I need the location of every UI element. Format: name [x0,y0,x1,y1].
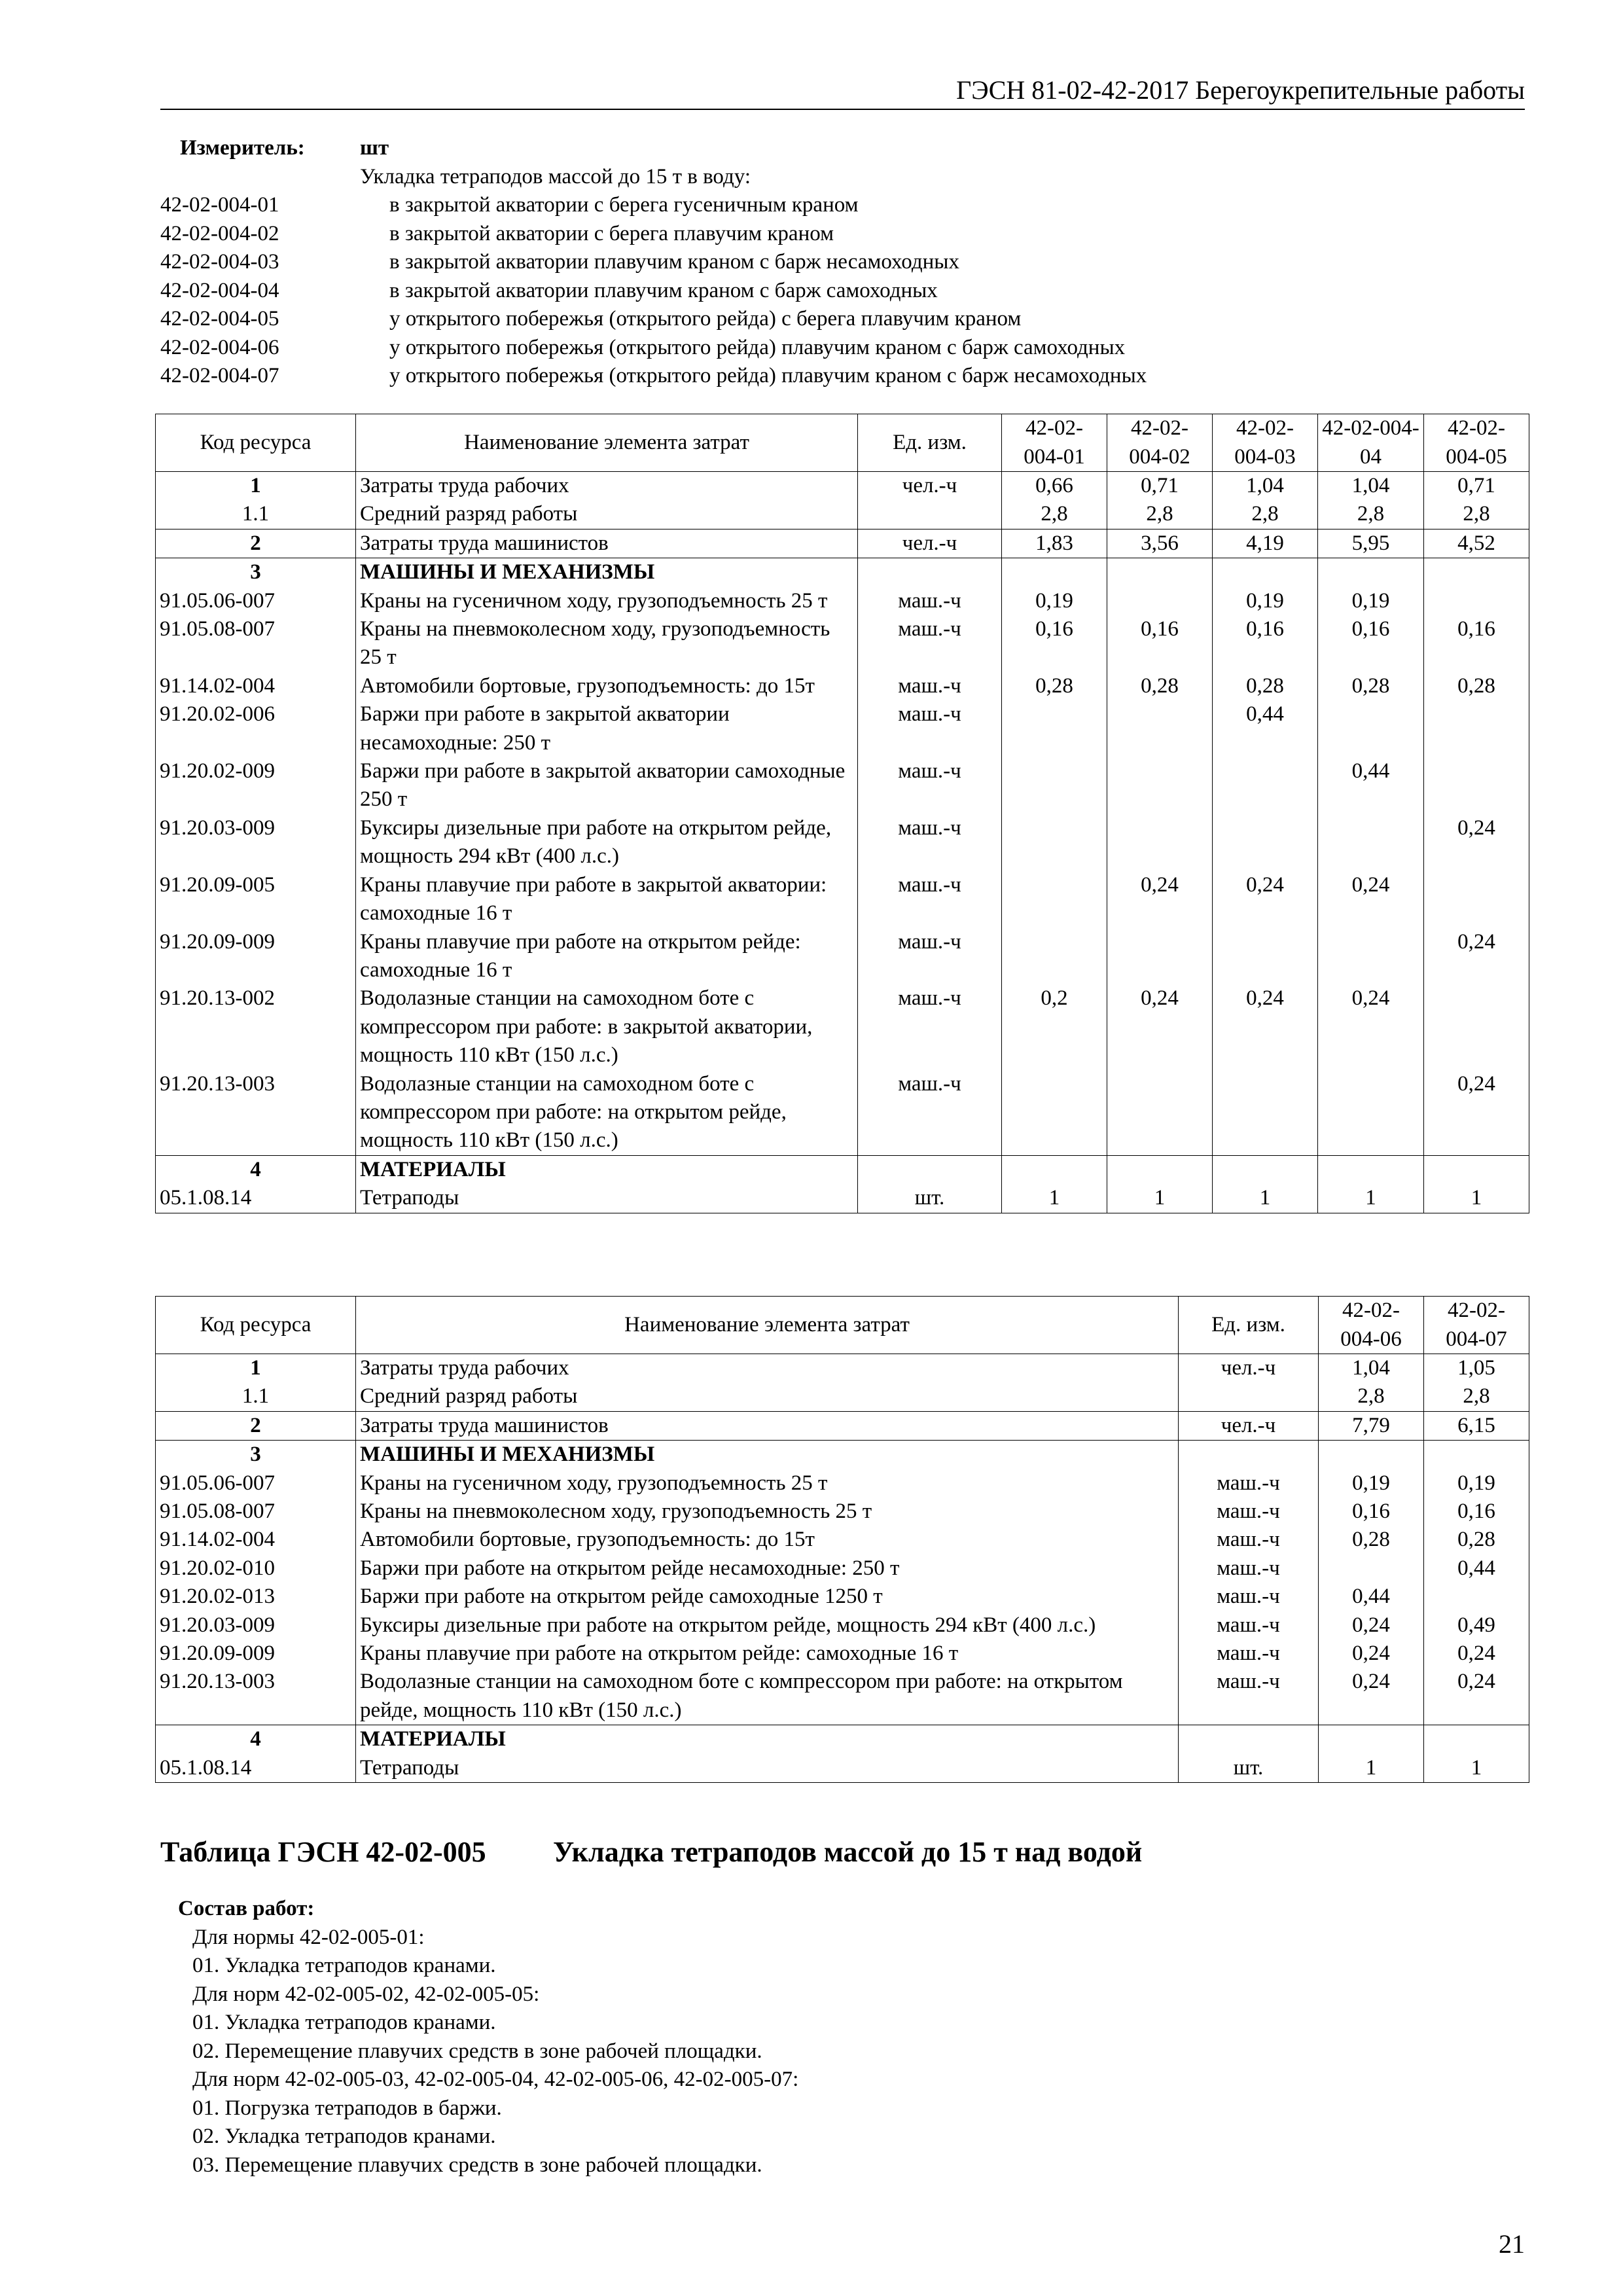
resource-name: Краны плавучие при работе на открытом рейде: самоходные 16 т [356,1640,1179,1668]
resource-code: 91.20.13-003 [156,1668,356,1725]
resource-unit: чел.-ч [858,529,1002,558]
norm-value: 2,8 [1107,500,1213,529]
table-row [156,1554,1529,1583]
col-header-norm: 42-02-004-04 [1318,414,1424,472]
resource-unit: маш.-ч [858,814,1002,871]
section-title [160,1833,1535,1872]
table-row [156,1640,1529,1668]
norm-value: 1 [1424,1754,1529,1783]
composition-lines [178,1924,1520,2180]
col-header-unit: Ед. изм. [858,414,1002,472]
norm-value: 0,24 [1213,984,1318,1069]
norm-value: 0,49 [1424,1611,1529,1640]
norm-value: 1 [1002,1184,1107,1213]
composition-line: 03. Перемещение плавучих средств в зоне рабочей площадки. [192,2153,762,2177]
norm-value: 2,8 [1319,1382,1424,1411]
norm-value [1002,1155,1107,1184]
resource-code: 91.05.08-007 [156,1498,356,1526]
norm-value: 0,24 [1107,984,1213,1069]
measurer-item-row [160,362,1535,391]
resource-table-2 [155,1296,1529,1783]
resource-unit: маш.-ч [1179,1554,1319,1583]
measurer-item-row [160,220,1535,249]
norm-value: 0,16 [1319,1498,1424,1526]
norm-value [1319,1554,1424,1583]
norm-value: 2,8 [1318,500,1424,529]
measurer-items [160,191,1535,391]
resource-code: 1.1 [156,500,356,529]
measurer-group: Укладка тетраподов массой до 15 т в воду: [360,164,751,188]
table-row [156,472,1529,501]
table-row [156,1583,1529,1611]
resource-name: МАТЕРИАЛЫ [356,1155,858,1184]
resource-code: 2 [156,1411,356,1440]
norm-value [1002,700,1107,757]
norm-value: 0,24 [1424,1070,1529,1156]
resource-unit: шт. [1179,1754,1319,1783]
norm-value [1107,1155,1213,1184]
norm-value: 0,2 [1002,984,1107,1069]
norm-value [1213,1070,1318,1156]
norm-value: 0,16 [1002,615,1107,672]
norm-value: 0,24 [1319,1640,1424,1668]
composition-line: 01. Укладка тетраподов кранами. [192,2011,496,2034]
norm-value [1002,814,1107,871]
resource-name: Затраты труда машинистов [356,1411,1179,1440]
norm-value: 0,16 [1213,615,1318,672]
resource-code: 1 [156,472,356,501]
table-row [156,984,1529,1069]
norm-value: 4,52 [1424,529,1529,558]
norm-value [1213,558,1318,587]
norm-value: 0,19 [1002,587,1107,615]
resource-name: Затраты труда машинистов [356,529,858,558]
resource-unit: маш.-ч [1179,1668,1319,1725]
norm-code: 42-02-004-02 [160,221,279,245]
resource-code: 4 [156,1155,356,1184]
col-header-norm: 42-02-004-02 [1107,414,1213,472]
work-composition [178,1895,1520,2179]
norm-value: 0,71 [1107,472,1213,501]
norm-value: 1,04 [1213,472,1318,501]
norm-value [1424,1155,1529,1184]
col-header-norm: 42-02-004-05 [1424,414,1529,472]
norm-value: 0,66 [1002,472,1107,501]
col-header-norm: 42-02-004-03 [1213,414,1318,472]
norm-code: 42-02-004-03 [160,250,279,274]
norm-value: 1 [1424,1184,1529,1213]
resource-code: 91.20.09-009 [156,1640,356,1668]
norm-code: 42-02-004-05 [160,307,279,331]
composition-line: 02. Перемещение плавучих средств в зоне рабочей площадки. [192,2039,762,2063]
norm-value: 0,16 [1424,1498,1529,1526]
norm-value: 1,05 [1424,1354,1529,1383]
resource-name: Краны на пневмоколесном ходу, грузоподъемность 25 т [356,615,858,672]
norm-value [1318,700,1424,757]
resource-code: 91.20.13-002 [156,984,356,1069]
norm-value [1318,1070,1424,1156]
norm-value: 0,44 [1424,1554,1529,1583]
table-row [156,1354,1529,1383]
table-row [156,1441,1529,1469]
resource-code: 91.20.03-009 [156,1611,356,1640]
table-row [156,757,1529,814]
resource-unit: маш.-ч [1179,1583,1319,1611]
resource-unit: чел.-ч [858,472,1002,501]
norm-value [1107,757,1213,814]
table-title: Укладка тетраподов массой до 15 т над водой [553,1836,1143,1868]
resource-unit: маш.-ч [858,984,1002,1069]
running-header: ГЭСН 81-02-42-2017 Берегоукрепительные работы [160,73,1525,110]
norm-value: 0,24 [1213,871,1318,928]
norm-value [1002,871,1107,928]
norm-description: в закрытой акватории плавучим краном с барж самоходных [389,278,938,302]
measurer-group-row [160,163,1535,192]
resource-unit: маш.-ч [858,757,1002,814]
norm-value [1318,558,1424,587]
norm-value [1002,1070,1107,1156]
norm-value [1319,1725,1424,1754]
resource-code: 05.1.08.14 [156,1754,356,1783]
norm-value: 0,28 [1424,672,1529,700]
resource-code: 4 [156,1725,356,1754]
measurer-item-row [160,248,1535,277]
resource-unit [1179,1725,1319,1754]
resource-name: МАШИНЫ И МЕХАНИЗМЫ [356,558,858,587]
norm-value: 0,16 [1424,615,1529,672]
norm-value: 0,19 [1424,1469,1529,1498]
table-row [156,529,1529,558]
resource-name: Баржи при работе в закрытой акватории несамоходные: 250 т [356,700,858,757]
norm-value: 3,56 [1107,529,1213,558]
norm-value: 0,24 [1318,984,1424,1069]
resource-name: Краны на гусеничном ходу, грузоподъемность 25 т [356,587,858,615]
norm-value [1213,1155,1318,1184]
resource-unit [858,500,1002,529]
measurer-label: Измеритель: [180,136,305,160]
norm-value: 0,28 [1424,1526,1529,1554]
norm-value [1424,871,1529,928]
measurer-unit: шт [360,136,389,160]
resource-unit: маш.-ч [858,700,1002,757]
resource-name: Буксиры дизельные при работе на открытом рейде, мощность 294 кВт (400 л.с.) [356,1611,1179,1640]
resource-name: МАШИНЫ И МЕХАНИЗМЫ [356,1441,1179,1469]
norm-value: 2,8 [1213,500,1318,529]
norm-value: 0,71 [1424,472,1529,501]
norm-value: 0,24 [1318,871,1424,928]
table-row [156,814,1529,871]
table-row [156,1070,1529,1156]
norm-value: 4,19 [1213,529,1318,558]
resource-unit: маш.-ч [1179,1498,1319,1526]
resource-name: Краны плавучие при работе на открытом рейде: самоходные 16 т [356,928,858,985]
resource-code: 91.20.02-013 [156,1583,356,1611]
resource-name: Средний разряд работы [356,1382,1179,1411]
norm-description: у открытого побережья (открытого рейда) плавучим краном с барж несамоходных [389,364,1147,387]
resource-code: 91.05.06-007 [156,587,356,615]
resource-name: Краны плавучие при работе в закрытой акватории: самоходные 16 т [356,871,858,928]
resource-name: Водолазные станции на самоходном боте с компрессором при работе: на открытом рейде, мощность 110 кВт (150 л.с.) [356,1668,1179,1725]
norm-description: в закрытой акватории с берега гусеничным краном [389,193,859,217]
col-header-name: Наименование элемента затрат [356,1297,1179,1354]
table-row [156,1725,1529,1754]
norm-value: 1 [1319,1754,1424,1783]
resource-name: Автомобили бортовые, грузоподъемность: до 15т [356,672,858,700]
norm-value [1107,587,1213,615]
norm-value: 0,19 [1319,1469,1424,1498]
table-row [156,558,1529,587]
composition-line: 01. Укладка тетраподов кранами. [192,1954,496,1977]
norm-value [1002,757,1107,814]
norm-value [1424,1583,1529,1611]
table-row [156,1411,1529,1440]
norm-code: 42-02-004-01 [160,193,279,217]
resource-unit: маш.-ч [858,672,1002,700]
norm-value: 1 [1318,1184,1424,1213]
resource-unit: маш.-ч [1179,1611,1319,1640]
table-row [156,1155,1529,1184]
norm-value [1424,984,1529,1069]
resource-code: 91.05.08-007 [156,615,356,672]
resource-code: 3 [156,558,356,587]
norm-code: 42-02-004-06 [160,335,279,359]
resource-name: Тетраподы [356,1754,1179,1783]
resource-unit [858,1155,1002,1184]
resource-name: Водолазные станции на самоходном боте с компрессором при работе: на открытом рейде, мощность 110 кВт (150 л.с.) [356,1070,858,1156]
table-row [156,1469,1529,1498]
norm-value: 0,44 [1318,757,1424,814]
resource-code: 91.14.02-004 [156,1526,356,1554]
norm-value: 2,8 [1424,500,1529,529]
resource-code: 91.14.02-004 [156,672,356,700]
norm-value: 7,79 [1319,1411,1424,1440]
col-header-norm: 42-02-004-01 [1002,414,1107,472]
table-row [156,615,1529,672]
norm-value [1424,587,1529,615]
norm-value: 0,24 [1424,928,1529,985]
norm-value: 0,24 [1424,1668,1529,1725]
norm-value: 0,28 [1213,672,1318,700]
measurer-item-row [160,334,1535,363]
resource-name: Средний разряд работы [356,500,858,529]
resource-unit: чел.-ч [1179,1411,1319,1440]
resource-unit: чел.-ч [1179,1354,1319,1383]
col-header-unit: Ед. изм. [1179,1297,1319,1354]
norm-value [1424,558,1529,587]
norm-value: 1,04 [1319,1354,1424,1383]
col-header-code: Код ресурса [156,414,356,472]
resource-unit: маш.-ч [858,928,1002,985]
resource-code: 91.20.09-005 [156,871,356,928]
table-row [156,1526,1529,1554]
resource-code: 91.20.02-006 [156,700,356,757]
norm-value: 6,15 [1424,1411,1529,1440]
norm-value [1213,928,1318,985]
table-row [156,1611,1529,1640]
table-row [156,587,1529,615]
norm-value: 1 [1213,1184,1318,1213]
norm-value [1318,928,1424,985]
resource-code: 91.05.06-007 [156,1469,356,1498]
norm-value [1424,757,1529,814]
table-row [156,500,1529,529]
norm-value [1107,928,1213,985]
norm-value: 0,28 [1318,672,1424,700]
table-row [156,1382,1529,1411]
norm-value [1424,700,1529,757]
norm-value [1318,814,1424,871]
norm-value: 1,04 [1318,472,1424,501]
resource-code: 2 [156,529,356,558]
table-row [156,871,1529,928]
resource-name: Баржи при работе на открытом рейде самоходные 1250 т [356,1583,1179,1611]
norm-value [1424,1441,1529,1469]
table-number: Таблица ГЭСН 42-02-005 [160,1836,486,1868]
resource-code: 1.1 [156,1382,356,1411]
norm-value: 1,83 [1002,529,1107,558]
resource-table-1 [155,414,1529,1213]
table-header-row [156,1297,1529,1354]
norm-value [1107,558,1213,587]
resource-unit: маш.-ч [858,587,1002,615]
norm-value: 0,24 [1319,1668,1424,1725]
composition-title: Состав работ: [178,1897,315,1920]
norm-value: 0,28 [1107,672,1213,700]
table-row [156,1668,1529,1725]
resource-name: МАТЕРИАЛЫ [356,1725,1179,1754]
norm-value [1318,1155,1424,1184]
norm-value [1107,1070,1213,1156]
measurer-block [160,134,1535,391]
resource-unit: маш.-ч [858,871,1002,928]
resource-name: Автомобили бортовые, грузоподъемность: до 15т [356,1526,1179,1554]
resource-code: 3 [156,1441,356,1469]
norm-description: в закрытой акватории плавучим краном с барж несамоходных [389,250,959,274]
measurer-item-row [160,277,1535,306]
col-header-norm: 42-02-004-07 [1424,1297,1529,1354]
resource-code: 91.20.09-009 [156,928,356,985]
resource-code: 91.20.13-003 [156,1070,356,1156]
resource-unit: маш.-ч [858,1070,1002,1156]
table-row [156,1184,1529,1213]
col-header-code: Код ресурса [156,1297,356,1354]
col-header-name: Наименование элемента затрат [356,414,858,472]
norm-value [1107,814,1213,871]
norm-value: 5,95 [1318,529,1424,558]
table-row [156,700,1529,757]
norm-code: 42-02-004-07 [160,364,279,387]
col-header-norm: 42-02-004-06 [1319,1297,1424,1354]
norm-value [1213,814,1318,871]
composition-line: 02. Укладка тетраподов кранами. [192,2125,496,2148]
resource-code: 91.20.02-009 [156,757,356,814]
norm-description: у открытого побережья (открытого рейда) с берега плавучим краном [389,307,1022,331]
table-header-row [156,414,1529,472]
resource-unit [858,558,1002,587]
norm-value: 2,8 [1002,500,1107,529]
resource-name: Тетраподы [356,1184,858,1213]
measurer-item-row [160,191,1535,220]
resource-name: Водолазные станции на самоходном боте с компрессором при работе: в закрытой акватории, мощность 110 кВт (150 л.с.) [356,984,858,1069]
resource-name: Баржи при работе на открытом рейде несамоходные: 250 т [356,1554,1179,1583]
norm-value: 0,16 [1318,615,1424,672]
norm-value: 0,28 [1002,672,1107,700]
resource-name: Затраты труда рабочих [356,472,858,501]
norm-value: 0,19 [1213,587,1318,615]
resource-name: Краны на гусеничном ходу, грузоподъемность 25 т [356,1469,1179,1498]
norm-value [1002,558,1107,587]
norm-description: у открытого побережья (открытого рейда) плавучим краном с барж самоходных [389,335,1126,359]
resource-unit [1179,1382,1319,1411]
norm-value [1424,1725,1529,1754]
resource-unit: маш.-ч [858,615,1002,672]
norm-value: 0,24 [1424,814,1529,871]
measurer-row [160,134,1535,163]
norm-value: 0,19 [1318,587,1424,615]
norm-value: 1 [1107,1184,1213,1213]
resource-code: 1 [156,1354,356,1383]
norm-value: 0,28 [1319,1526,1424,1554]
norm-value [1002,928,1107,985]
resource-name: Краны на пневмоколесном ходу, грузоподъемность 25 т [356,1498,1179,1526]
resource-unit: маш.-ч [1179,1526,1319,1554]
composition-line: Для норм 42-02-005-03, 42-02-005-04, 42-02-005-06, 42-02-005-07: [192,2068,799,2091]
resource-unit: маш.-ч [1179,1469,1319,1498]
norm-value: 0,24 [1107,871,1213,928]
resource-name: Буксиры дизельные при работе на открытом рейде, мощность 294 кВт (400 л.с.) [356,814,858,871]
resource-unit [1179,1441,1319,1469]
resource-code: 91.20.02-010 [156,1554,356,1583]
resource-unit: шт. [858,1184,1002,1213]
composition-line: Для нормы 42-02-005-01: [192,1925,425,1949]
norm-value: 0,24 [1424,1640,1529,1668]
page-number: 21 [1499,2229,1525,2259]
table-row [156,1498,1529,1526]
resource-name: Затраты труда рабочих [356,1354,1179,1383]
norm-value: 0,24 [1319,1611,1424,1640]
table-row [156,928,1529,985]
resource-unit: маш.-ч [1179,1640,1319,1668]
composition-line: Для норм 42-02-005-02, 42-02-005-05: [192,1982,540,2006]
resource-code: 05.1.08.14 [156,1184,356,1213]
norm-value: 2,8 [1424,1382,1529,1411]
norm-value [1213,757,1318,814]
norm-value [1319,1441,1424,1469]
table-row [156,672,1529,700]
norm-value: 0,16 [1107,615,1213,672]
table-row [156,1754,1529,1783]
resource-code: 91.20.03-009 [156,814,356,871]
resource-name: Баржи при работе в закрытой акватории самоходные 250 т [356,757,858,814]
norm-description: в закрытой акватории с берега плавучим краном [389,221,834,245]
norm-value: 0,44 [1213,700,1318,757]
norm-code: 42-02-004-04 [160,278,279,302]
norm-value [1107,700,1213,757]
measurer-item-row [160,305,1535,334]
norm-value: 0,44 [1319,1583,1424,1611]
composition-line: 01. Погрузка тетраподов в баржи. [192,2096,502,2120]
